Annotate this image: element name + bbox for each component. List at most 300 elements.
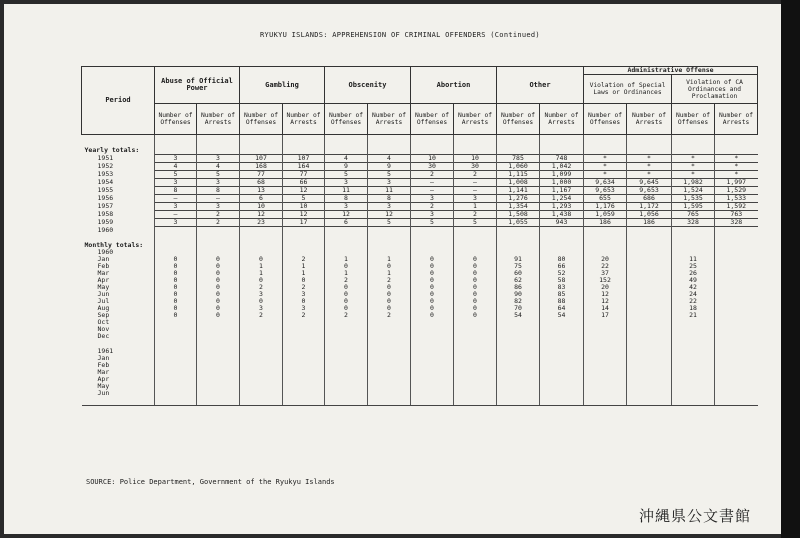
value-cell — [368, 362, 411, 369]
value-cell: 0 — [454, 298, 497, 305]
value-cell: 1,276 — [497, 195, 540, 203]
value-cell — [283, 383, 325, 390]
value-cell: 2 — [325, 277, 368, 284]
value-cell — [715, 256, 758, 263]
arrests-subheader: Number of Arrests — [454, 104, 497, 135]
value-cell: 0 — [411, 277, 454, 284]
table-row — [82, 383, 758, 390]
value-cell: 2 — [240, 284, 283, 291]
table-row — [82, 362, 758, 369]
value-cell: 765 — [672, 211, 715, 219]
value-cell: 0 — [197, 270, 240, 277]
value-cell: 0 — [155, 312, 197, 319]
value-cell: * — [672, 171, 715, 179]
value-cell: 1,982 — [672, 179, 715, 187]
value-cell — [368, 369, 411, 376]
offenses-subheader: Number of Offenses — [240, 104, 283, 135]
value-cell — [627, 390, 672, 397]
value-cell: 1 — [325, 256, 368, 263]
value-cell: 0 — [454, 256, 497, 263]
period-cell: 1957 — [82, 203, 155, 211]
value-cell: 12 — [325, 211, 368, 219]
value-cell — [627, 305, 672, 312]
value-cell: 0 — [368, 305, 411, 312]
value-cell: – — [155, 211, 197, 219]
value-cell: 1,293 — [540, 203, 584, 211]
value-cell — [627, 376, 672, 383]
value-cell: 0 — [197, 284, 240, 291]
value-cell: 62 — [497, 277, 540, 284]
value-cell: 3 — [411, 211, 454, 219]
value-cell: 3 — [197, 203, 240, 211]
value-cell: 3 — [283, 305, 325, 312]
period-cell: Aug — [82, 305, 155, 312]
value-cell — [540, 376, 584, 383]
value-cell — [454, 355, 497, 362]
value-cell — [672, 390, 715, 397]
table-cell — [672, 348, 715, 355]
value-cell — [584, 383, 627, 390]
value-cell — [584, 319, 627, 326]
value-cell — [240, 326, 283, 333]
value-cell: 107 — [283, 155, 325, 163]
value-cell — [454, 390, 497, 397]
spacer-cell — [497, 397, 540, 406]
spacer-cell — [155, 397, 197, 406]
value-cell — [454, 333, 497, 340]
value-cell — [325, 355, 368, 362]
table-row — [82, 369, 758, 376]
value-cell: 1,172 — [627, 203, 672, 211]
value-cell: 22 — [672, 298, 715, 305]
period-cell: 1952 — [82, 163, 155, 171]
period-cell: 1960 — [82, 227, 155, 234]
value-cell — [540, 390, 584, 397]
value-cell: 0 — [325, 263, 368, 270]
spacer-cell — [82, 135, 155, 148]
value-cell — [197, 369, 240, 376]
value-cell — [715, 291, 758, 298]
table-cell — [155, 348, 197, 355]
table-row — [82, 263, 758, 270]
value-cell — [411, 319, 454, 326]
value-cell: 1,254 — [540, 195, 584, 203]
value-cell — [627, 362, 672, 369]
value-cell: 54 — [497, 312, 540, 319]
period-cell: 1959 — [82, 219, 155, 227]
value-cell: 3 — [454, 195, 497, 203]
value-cell — [672, 383, 715, 390]
value-cell: 0 — [325, 284, 368, 291]
offenders-table — [81, 66, 758, 406]
value-cell: 9,653 — [584, 187, 627, 195]
value-cell — [497, 319, 540, 326]
value-cell — [155, 319, 197, 326]
value-cell: 1 — [454, 203, 497, 211]
value-cell — [283, 319, 325, 326]
table-cell — [715, 249, 758, 256]
spacer-cell — [672, 397, 715, 406]
value-cell: 85 — [540, 291, 584, 298]
table-row — [82, 312, 758, 319]
value-cell — [240, 319, 283, 326]
value-cell: 3 — [197, 179, 240, 187]
value-cell: 70 — [497, 305, 540, 312]
table-cell — [715, 348, 758, 355]
value-cell — [411, 376, 454, 383]
value-cell: 1 — [368, 256, 411, 263]
period-header: Period — [82, 67, 155, 135]
value-cell: 164 — [283, 163, 325, 171]
value-cell — [627, 355, 672, 362]
value-cell — [411, 362, 454, 369]
value-cell: – — [155, 195, 197, 203]
value-cell — [240, 390, 283, 397]
value-cell: 328 — [672, 219, 715, 227]
value-cell: 2 — [240, 312, 283, 319]
value-cell — [197, 390, 240, 397]
value-cell — [715, 319, 758, 326]
value-cell: 1,055 — [497, 219, 540, 227]
table-row — [82, 163, 758, 171]
value-cell: 1 — [240, 270, 283, 277]
spacer-cell — [325, 397, 368, 406]
value-cell: 2 — [197, 219, 240, 227]
value-cell — [672, 362, 715, 369]
value-cell — [240, 333, 283, 340]
value-cell — [672, 333, 715, 340]
value-cell: 9,645 — [627, 179, 672, 187]
value-cell: 10 — [283, 203, 325, 211]
value-cell — [155, 369, 197, 376]
value-cell: * — [715, 155, 758, 163]
value-cell: 1,595 — [672, 203, 715, 211]
value-cell — [627, 312, 672, 319]
value-cell: 0 — [197, 263, 240, 270]
value-cell: 107 — [240, 155, 283, 163]
value-cell: 1,060 — [497, 163, 540, 171]
value-cell: 0 — [411, 263, 454, 270]
section-label: 1961 — [82, 348, 155, 355]
table-row — [82, 270, 758, 277]
value-cell: 0 — [197, 277, 240, 284]
table-row — [82, 155, 758, 163]
value-cell: 3 — [155, 203, 197, 211]
value-cell: 9 — [368, 163, 411, 171]
value-cell: 2 — [411, 171, 454, 179]
table-cell — [197, 348, 240, 355]
section-label-row — [82, 348, 758, 355]
table-row — [82, 277, 758, 284]
value-cell: 0 — [197, 298, 240, 305]
table-row — [82, 333, 758, 340]
value-cell: 1 — [240, 263, 283, 270]
value-cell — [411, 355, 454, 362]
table-row — [82, 376, 758, 383]
value-cell — [155, 355, 197, 362]
value-cell: 1,438 — [540, 211, 584, 219]
value-cell — [325, 390, 368, 397]
spacer-cell — [454, 397, 497, 406]
value-cell: 1,533 — [715, 195, 758, 203]
value-cell: 0 — [454, 270, 497, 277]
offenses-subheader: Number of Offenses — [411, 104, 454, 135]
value-cell: 3 — [197, 155, 240, 163]
value-cell: * — [584, 163, 627, 171]
value-cell: 655 — [584, 195, 627, 203]
value-cell — [197, 355, 240, 362]
value-cell: – — [411, 187, 454, 195]
value-cell: 2 — [411, 203, 454, 211]
value-cell: – — [454, 179, 497, 187]
value-cell: 68 — [240, 179, 283, 187]
value-cell: 21 — [672, 312, 715, 319]
section-label: Monthly totals: — [82, 242, 155, 249]
value-cell: 0 — [411, 256, 454, 263]
value-cell: 0 — [197, 312, 240, 319]
period-cell: Feb — [82, 263, 155, 270]
value-cell — [325, 227, 368, 234]
value-cell: 25 — [672, 263, 715, 270]
value-cell: 0 — [368, 263, 411, 270]
period-cell: 1955 — [82, 187, 155, 195]
value-cell: 3 — [240, 291, 283, 298]
archive-stamp: 沖縄県公文書館 — [639, 507, 752, 525]
table-cell — [454, 348, 497, 355]
value-cell: 5 — [368, 171, 411, 179]
value-cell — [155, 376, 197, 383]
value-cell: 1,059 — [584, 211, 627, 219]
value-cell: 20 — [584, 256, 627, 263]
value-cell — [715, 298, 758, 305]
value-cell: 42 — [672, 284, 715, 291]
table-row — [82, 390, 758, 397]
value-cell — [368, 333, 411, 340]
value-cell — [627, 284, 672, 291]
value-cell: 3 — [368, 179, 411, 187]
table-row — [82, 187, 758, 195]
table-cell — [540, 348, 584, 355]
table-cell — [584, 348, 627, 355]
spacer-row — [82, 340, 758, 348]
value-cell: 14 — [584, 305, 627, 312]
admin-subgroup-header: Violation of Special Laws or Ordinances — [584, 75, 672, 104]
value-cell — [584, 376, 627, 383]
value-cell: 3 — [155, 155, 197, 163]
spacer-cell — [283, 397, 325, 406]
value-cell: 66 — [540, 263, 584, 270]
spacer-cell — [82, 397, 155, 406]
value-cell: 943 — [540, 219, 584, 227]
value-cell: 0 — [454, 277, 497, 284]
value-cell — [715, 383, 758, 390]
period-cell: Jun — [82, 390, 155, 397]
value-cell — [540, 383, 584, 390]
value-cell — [283, 333, 325, 340]
group-header: Abuse of Official Power — [155, 67, 240, 104]
value-cell — [540, 326, 584, 333]
value-cell — [715, 362, 758, 369]
value-cell — [283, 362, 325, 369]
value-cell: 30 — [411, 163, 454, 171]
arrests-subheader: Number of Arrests — [368, 104, 411, 135]
arrests-subheader: Number of Arrests — [715, 104, 758, 135]
value-cell — [368, 376, 411, 383]
offenses-subheader: Number of Offenses — [497, 104, 540, 135]
value-cell: 0 — [325, 298, 368, 305]
value-cell: 58 — [540, 277, 584, 284]
arrests-subheader: Number of Arrests — [197, 104, 240, 135]
value-cell: 2 — [454, 211, 497, 219]
value-cell: 1,997 — [715, 179, 758, 187]
period-cell: 1958 — [82, 211, 155, 219]
value-cell: 86 — [497, 284, 540, 291]
value-cell — [197, 326, 240, 333]
value-cell: 0 — [155, 263, 197, 270]
table-row — [82, 256, 758, 263]
value-cell: 80 — [540, 256, 584, 263]
value-cell: 3 — [325, 179, 368, 187]
value-cell — [497, 355, 540, 362]
value-cell — [584, 326, 627, 333]
arrests-subheader: Number of Arrests — [627, 104, 672, 135]
value-cell — [627, 319, 672, 326]
value-cell: * — [627, 171, 672, 179]
value-cell: 2 — [368, 277, 411, 284]
value-cell: – — [197, 195, 240, 203]
value-cell: 23 — [240, 219, 283, 227]
period-cell: Mar — [82, 270, 155, 277]
value-cell — [540, 355, 584, 362]
value-cell: 2 — [197, 211, 240, 219]
value-cell: 3 — [325, 203, 368, 211]
value-cell: 75 — [497, 263, 540, 270]
value-cell: 5 — [325, 171, 368, 179]
value-cell: 5 — [197, 171, 240, 179]
value-cell — [368, 227, 411, 234]
value-cell: 20 — [584, 284, 627, 291]
value-cell: 24 — [672, 291, 715, 298]
value-cell: – — [454, 187, 497, 195]
admin-subgroup-header: Violation of CA Ordinances and Proclamation — [672, 75, 758, 104]
value-cell — [584, 227, 627, 234]
value-cell — [715, 355, 758, 362]
value-cell — [240, 383, 283, 390]
table-row — [82, 219, 758, 227]
period-cell: 1956 — [82, 195, 155, 203]
value-cell: 0 — [454, 263, 497, 270]
value-cell: 12 — [283, 211, 325, 219]
period-cell: Jan — [82, 355, 155, 362]
period-cell: May — [82, 383, 155, 390]
value-cell: 0 — [155, 298, 197, 305]
section-label-row — [82, 249, 758, 256]
value-cell — [715, 284, 758, 291]
value-cell — [325, 333, 368, 340]
value-cell: 1,056 — [627, 211, 672, 219]
value-cell — [283, 390, 325, 397]
value-cell: 2 — [454, 171, 497, 179]
period-cell: Sep — [82, 312, 155, 319]
table-row — [82, 227, 758, 234]
value-cell — [715, 390, 758, 397]
value-cell: * — [627, 155, 672, 163]
value-cell: 0 — [155, 270, 197, 277]
value-cell: 83 — [540, 284, 584, 291]
value-cell: 763 — [715, 211, 758, 219]
table-cell — [325, 348, 368, 355]
value-cell: 1,141 — [497, 187, 540, 195]
value-cell — [584, 369, 627, 376]
value-cell: 1,008 — [497, 179, 540, 187]
value-cell: 3 — [155, 219, 197, 227]
value-cell — [584, 355, 627, 362]
value-cell: 10 — [454, 155, 497, 163]
value-cell — [155, 362, 197, 369]
value-cell — [283, 355, 325, 362]
value-cell — [197, 376, 240, 383]
value-cell — [411, 326, 454, 333]
value-cell — [368, 355, 411, 362]
value-cell: 2 — [283, 312, 325, 319]
value-cell: 0 — [240, 277, 283, 284]
value-cell — [283, 376, 325, 383]
value-cell — [627, 326, 672, 333]
spacer-cell — [540, 397, 584, 406]
value-cell: 1,167 — [540, 187, 584, 195]
value-cell: 6 — [240, 195, 283, 203]
section-label: 1960 — [82, 249, 155, 256]
value-cell — [540, 369, 584, 376]
value-cell: * — [672, 163, 715, 171]
value-cell — [197, 383, 240, 390]
value-cell — [325, 326, 368, 333]
value-cell — [411, 383, 454, 390]
value-cell — [454, 326, 497, 333]
table-title: RYUKYU ISLANDS: APPREHENSION OF CRIMINAL OFFENDERS (Continued) — [260, 31, 540, 39]
value-cell: 0 — [155, 291, 197, 298]
offenses-subheader: Number of Offenses — [672, 104, 715, 135]
value-cell: 2 — [283, 284, 325, 291]
value-cell: 0 — [155, 284, 197, 291]
value-cell — [325, 383, 368, 390]
value-cell: 1,000 — [540, 179, 584, 187]
value-cell: 1 — [283, 270, 325, 277]
spacer-cell — [584, 397, 627, 406]
value-cell: 9 — [325, 163, 368, 171]
value-cell: 748 — [540, 155, 584, 163]
value-cell: 0 — [411, 291, 454, 298]
value-cell — [672, 326, 715, 333]
value-cell — [715, 305, 758, 312]
value-cell: 60 — [497, 270, 540, 277]
value-cell: 0 — [411, 312, 454, 319]
value-cell — [197, 227, 240, 234]
value-cell — [715, 369, 758, 376]
value-cell: 0 — [325, 291, 368, 298]
value-cell — [627, 270, 672, 277]
value-cell: 64 — [540, 305, 584, 312]
value-cell — [497, 369, 540, 376]
value-cell — [627, 383, 672, 390]
offenses-subheader: Number of Offenses — [155, 104, 197, 135]
value-cell — [715, 227, 758, 234]
value-cell: 0 — [197, 305, 240, 312]
value-cell: 5 — [368, 219, 411, 227]
value-cell: * — [715, 163, 758, 171]
value-cell — [497, 333, 540, 340]
value-cell: 9,653 — [627, 187, 672, 195]
